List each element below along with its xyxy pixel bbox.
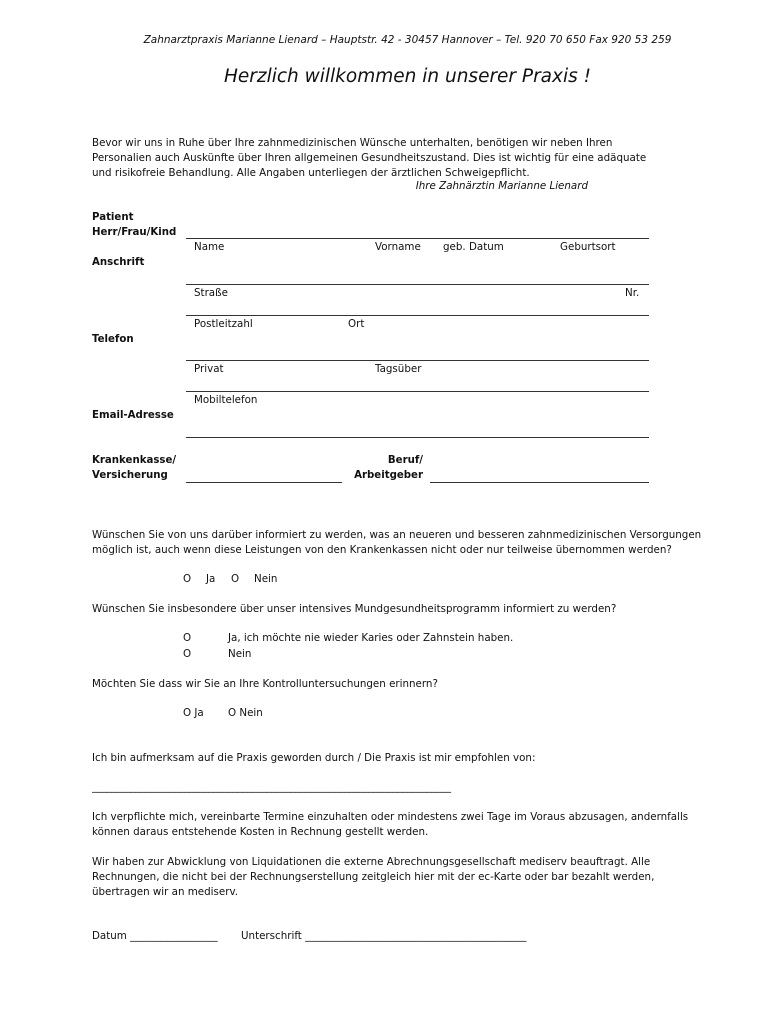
q2-no-checkbox[interactable]: O (183, 648, 192, 660)
occupation-field-line[interactable] (430, 482, 649, 483)
patient-label: Patient (92, 212, 134, 223)
billing-notice (92, 855, 654, 900)
name-caption: Name (194, 241, 225, 253)
intro-line: und risikofreie Behandlung. Alle Angaben unterliegen der ärztlichen Schweigepflicht. (92, 167, 530, 179)
street-caption: Straße (194, 287, 228, 299)
address-label: Anschrift (92, 257, 145, 268)
q1-yes-label: Ja (206, 573, 216, 585)
q3-yes-option[interactable]: O Ja (183, 707, 204, 719)
vorname-caption: Vorname (375, 241, 421, 253)
insurance-label: Krankenkasse/ (92, 455, 177, 466)
referral-question: Ich bin aufmerksam auf die Praxis geworden durch / Die Praxis ist mir empfohlen von: (92, 752, 536, 764)
q1-no-checkbox[interactable]: O (231, 573, 240, 585)
postal-field-line[interactable] (186, 315, 649, 316)
private-phone-caption: Privat (194, 363, 224, 375)
insurance-label-2: Versicherung (92, 470, 168, 481)
phone-field-line[interactable] (186, 360, 649, 361)
page-title: Herzlich willkommen in unserer Praxis ! (223, 66, 592, 87)
name-field-line[interactable] (186, 238, 649, 239)
question-reminders: Möchten Sie dass wir Sie an Ihre Kontrolluntersuchungen erinnern? (92, 678, 438, 690)
signature-field[interactable]: Unterschrift ___________________________________________ (241, 930, 527, 942)
q2-no-label: Nein (228, 648, 252, 660)
insurance-field-line[interactable] (186, 482, 342, 483)
billing-line: übertragen wir an mediserv. (92, 886, 239, 898)
referral-field-line[interactable]: __________________________________________________________________________ (92, 781, 451, 793)
q3-no-option[interactable]: O Nein (228, 707, 263, 719)
question-line: möglich ist, auch wenn diese Leistungen von den Krankenkassen nicht oder nur teilweise übernommen werden? (92, 544, 672, 556)
street-field-line[interactable] (186, 284, 649, 285)
q1-yes-checkbox[interactable]: O (183, 573, 192, 585)
mobile-field-line[interactable] (186, 391, 649, 392)
dentist-signature-line: Ihre Zahnärztin Marianne Lienard (415, 180, 588, 192)
obligation-line: Ich verpflichte mich, vereinbarte Termine einzuhalten oder mindestens zwei Tage im Voraus abzusagen, andernfalls (92, 811, 689, 823)
intro-paragraph (92, 136, 692, 181)
phone-label: Telefon (92, 334, 134, 345)
question-innovations (92, 528, 701, 558)
email-field-line[interactable] (186, 437, 649, 438)
intro-line: Personalien auch Auskünfte über Ihren allgemeinen Gesundheitszustand. Dies ist wichtig für eine adäquate (92, 152, 647, 164)
date-field[interactable]: Datum _________________ (92, 930, 218, 942)
city-caption: Ort (348, 318, 365, 330)
birthdate-caption: geb. Datum (443, 241, 504, 253)
salutation-label: Herr/Frau/Kind (92, 227, 177, 238)
q2-yes-label: Ja, ich möchte nie wieder Karies oder Zahnstein haben. (228, 632, 514, 644)
appointment-obligation (92, 810, 688, 840)
question-line: Wünschen Sie von uns darüber informiert zu werden, was an neueren und besseren zahnmedizinischen Versorgungen (92, 529, 702, 541)
birthplace-caption: Geburtsort (560, 241, 616, 253)
mobile-phone-caption: Mobiltelefon (194, 394, 258, 406)
q1-no-label: Nein (254, 573, 278, 585)
practice-address: Zahnarztpraxis Marianne Lienard – Hauptstr. 42 - 30457 Hannover – Tel. 920 70 650 Fax 920 53 259 (143, 34, 672, 46)
occupation-label: Beruf/ (387, 455, 423, 466)
billing-line: Wir haben zur Abwicklung von Liquidationen die externe Abrechnungsgesellschaft mediserv beauftragt. Alle (92, 856, 651, 868)
q2-yes-checkbox[interactable]: O (183, 632, 192, 644)
question-prophylaxis: Wünschen Sie insbesondere über unser intensives Mundgesundheitsprogramm informiert zu werden? (92, 603, 617, 615)
billing-line: Rechnungen, die nicht bei der Rechnungserstellung zeitgleich hier mit der ec-Karte oder bar bezahlt werden, (92, 871, 655, 883)
postal-code-caption: Postleitzahl (194, 318, 253, 330)
house-number-caption: Nr. (625, 287, 640, 299)
email-label: Email-Adresse (92, 410, 174, 421)
intro-line: Bevor wir uns in Ruhe über Ihre zahnmedizinischen Wünsche unterhalten, benötigen wir neben Ihren (92, 137, 613, 149)
daytime-phone-caption: Tagsüber (375, 363, 422, 375)
obligation-line: können daraus entstehende Kosten in Rechnung gestellt werden. (92, 826, 429, 838)
employer-label: Arbeitgeber (354, 470, 423, 481)
